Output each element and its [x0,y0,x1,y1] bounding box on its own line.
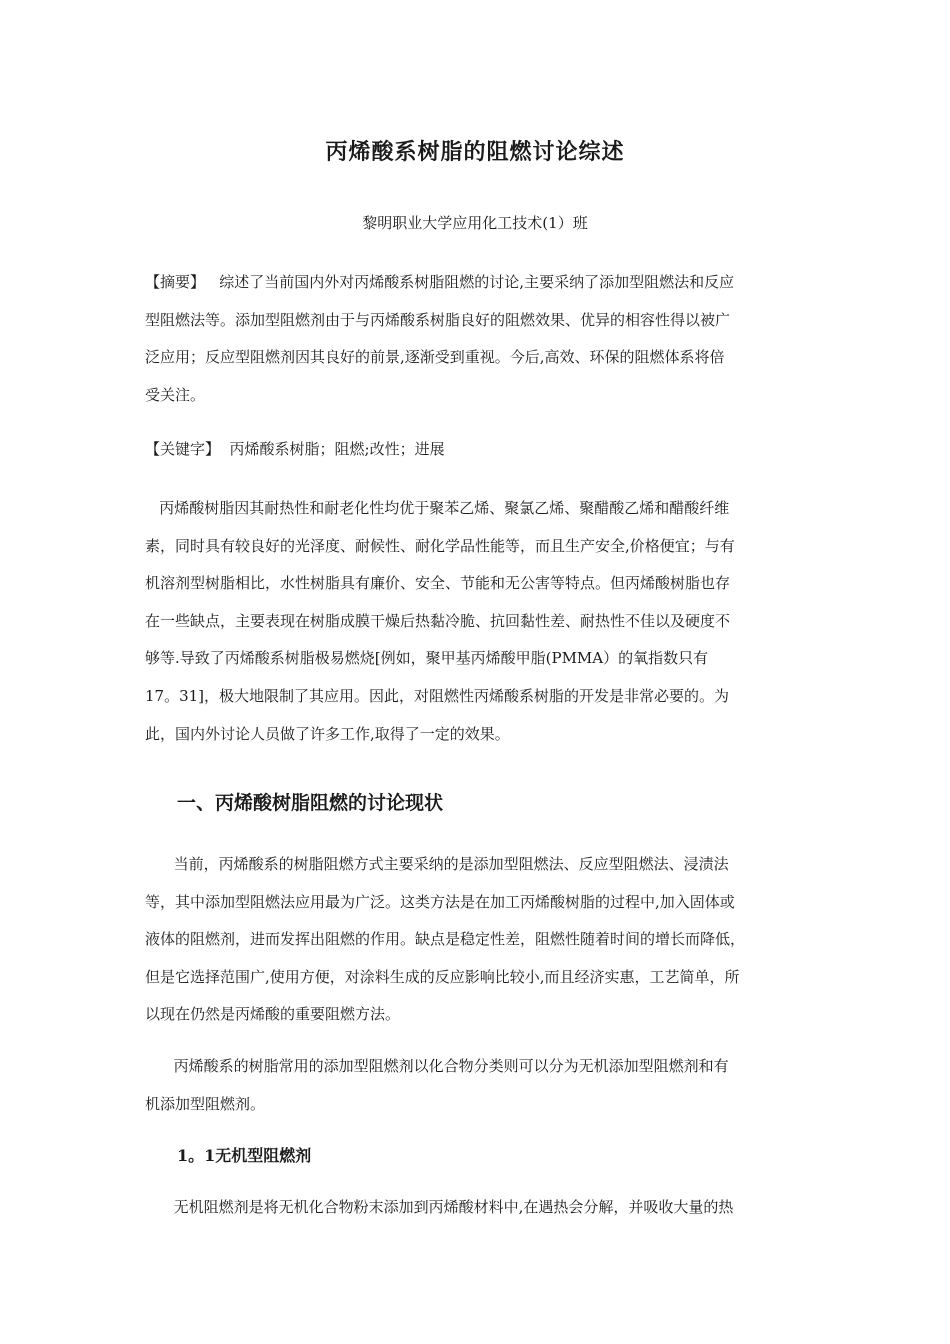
section-heading-1: 一、丙烯酸树脂阻燃的讨论现状 [177,792,444,814]
text-line: 型阻燃法等。添加型阻燃剂由于与丙烯酸系树脂良好的阻燃效果、优异的相容性得以被广 [145,310,731,329]
intro-paragraph [145,490,810,753]
text-line: 但是它选择范围广,使用方便，对涂料生成的反应影响比较小,而且经济实惠，工艺简单，所 [145,967,740,986]
text-line: 无机阻燃剂是将无机化合物粉末添加到丙烯酸材料中,在遇热会分解，并吸收大量的热 [145,1198,734,1216]
section1-paragraph-2 [145,1048,810,1123]
text-line: 【摘要】 综述了当前国内外对丙烯酸系树脂阻燃的讨论,主要采纳了添加型阻燃法和反应 [145,273,735,291]
text-line: 丙烯酸系的树脂常用的添加型阻燃剂以化合物分类则可以分为无机添加型阻燃剂和有 [145,1057,729,1075]
text-line: 17。31]，极大地限制了其应用。因此，对阻燃性丙烯酸系树脂的开发是非常必要的。为 [145,686,730,705]
text-line: 以现在仍然是丙烯酸的重要阻燃方法。 [145,1005,401,1024]
text-line: 丙烯酸树脂因其耐热性和耐老化性均优于聚苯乙烯、聚氯乙烯、聚醋酸乙烯和醋酸纤维 [145,499,730,517]
text-line: 泛应用；反应型阻燃剂因其良好的前景,逐渐受到重视。今后,高效、环保的阻燃体系将倍 [145,348,725,367]
keywords-line: 【关键字】 丙烯酸系树脂；阻燃;改性；进展 [145,440,445,458]
text-line: 液体的阻燃剂，进而发挥出阻燃的作用。缺点是稳定性差，阻燃性随着时间的增长而降低， [145,930,746,949]
text-line: 在一些缺点，主要表现在树脂成膜干燥后热黏冷脆、抗回黏性差、耐热性不佳以及硬度不 [145,611,731,630]
subsection-heading-1-1: 1。1无机型阻燃剂 [177,1146,312,1165]
text-line: 受关注。 [145,385,206,404]
section1-paragraph-1 [145,846,810,1034]
text-line: 机溶剂型树脂相比，水性树脂具有廉价、安全、节能和无公害等特点。但丙烯酸树脂也存 [145,574,731,593]
subsection1-1-paragraph [145,1189,810,1227]
text-line: 等，其中添加型阻燃法应用最为广泛。这类方法是在加工丙烯酸树脂的过程中,加入固体或 [145,892,735,911]
text-line: 素，同时具有较良好的光泽度、耐候性、耐化学品性能等，而且生产安全,价格便宜；与有 [145,536,735,555]
text-line: 此，国内外讨论人员做了许多工作,取得了一定的效果。 [145,724,510,743]
text-line: 机添加型阻燃剂。 [145,1094,266,1113]
document-title: 丙烯酸系树脂的阻燃讨论综述 [325,139,625,165]
author-affiliation: 黎明职业大学应用化工技术(1）班 [362,214,588,232]
keywords-paragraph [145,431,810,469]
abstract-paragraph [145,264,810,414]
text-line: 当前，丙烯酸系的树脂阻燃方式主要采纳的是添加型阻燃法、反应型阻燃法、浸渍法 [145,855,729,873]
text-line: 够等.导致了丙烯酸系树脂极易燃烧[例如，聚甲基丙烯酸甲脂(PMMA）的氧指数只有 [145,649,709,668]
